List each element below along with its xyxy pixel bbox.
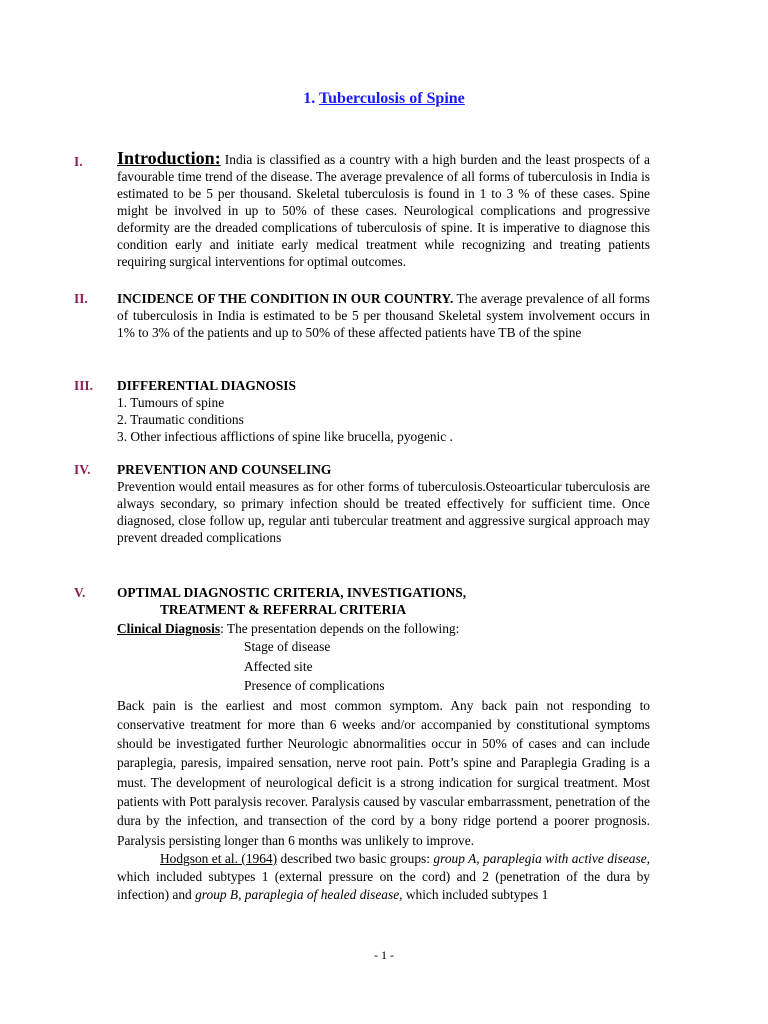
section-3-number: III.: [74, 378, 93, 393]
section-1-number: I.: [74, 154, 83, 169]
section-4-number: IV.: [74, 462, 91, 477]
section-5-number: V.: [74, 585, 86, 600]
section-5-heading-line1: OPTIMAL DIAGNOSTIC CRITERIA, INVESTIGATIONS,: [117, 585, 467, 600]
list-item: 3. Other infectious afflictions of spine like brucella, pyogenic .: [117, 429, 453, 444]
section-3-body: [117, 377, 650, 445]
criteria-item: Stage of disease: [244, 639, 331, 654]
section-4-heading: PREVENTION AND COUNSELING: [117, 462, 332, 477]
clinical-diagnosis-text: : The presentation depends on the following:: [220, 621, 460, 636]
page-number: - 1 -: [374, 948, 394, 962]
hodgson-reference: Hodgson et al. (1964): [160, 850, 278, 866]
section-1-text: India is classified as a country with a high burden and the least prospects of a favourable time trend of the disease. The average prevalence of all forms of tuberculosis in India is estimated to be 5 per thousand. Skeletal tuberculosis is found in 1 to 3 % of these cases. Spine might be involved in up to 50% of these cases. Neurological complications and progressive deformity are the dreaded complications of tuberculosis of spine. It is imperative to diagnose this condition early and initiate early medical treatment while recognizing and treating patients requiring surgical interventions for optimal outcomes.: [117, 152, 650, 269]
hodgson-text-3: which included subtypes 1: [402, 886, 549, 902]
section-4-text: Prevention would entail measures as for other forms of tuberculosis.Osteoarticular tuberculosis are always secondary, so primary infection should be treated effectively for sufficient time. Once diagnosed, close follow up, regular anti tubercular treatment and aggressive surgical approach may prevent dreaded complications: [117, 479, 650, 545]
section-3-heading: DIFFERENTIAL DIAGNOSIS: [117, 378, 296, 393]
list-item: 2. Traumatic conditions: [117, 412, 244, 427]
criteria-item: Affected site: [244, 658, 313, 674]
section-2-number: II.: [74, 291, 88, 306]
page-title: [0, 90, 768, 107]
section-1-heading: Introduction:: [117, 148, 221, 168]
section-4-body: [117, 461, 650, 546]
hodgson-group-b: group B, paraplegia of healed disease,: [195, 886, 403, 902]
section-1-body: [117, 150, 650, 270]
clinical-paragraph: Back pain is the earliest and most common symptom. Any back pain not responding to conservative treatment for more than 6 weeks and/or accompanied by constitutional symptoms should be investigated further Neurologic abnormalities occur in 50% of cases and can include paraplegia, paresis, impaired sensation, nerve root pain. Pott’s spine and Paraplegia Grading is a must. The development of neurological deficit is a strong indication for surgical treatment. Most patients with Pott paralysis recover. Paralysis caused by vascular embarrassment, penetration of the dura by the infection, and transection of the cord by a bony ridge portend a poorer prognosis. Paralysis persisting longer than 6 months was unlikely to improve.: [117, 697, 650, 848]
list-item: 1. Tumours of spine: [117, 395, 225, 410]
section-2-heading: INCIDENCE OF THE CONDITION IN OUR COUNTRY.: [117, 291, 454, 306]
hodgson-text-1: described two basic groups:: [277, 850, 434, 866]
hodgson-paragraph: [117, 850, 650, 904]
title-number: 1.: [303, 90, 316, 107]
section-2-text: The average prevalence of all forms of tuberculosis in India is estimated to be 5 per thousand Skeletal system involvement occurs in 1% to 3% of the patients and up to 50% of these affected patients have TB of the spine: [117, 291, 650, 340]
hodgson-text-2: which included subtypes 1 (external pressure on the cord) and 2 (penetration of the dura by infection) and: [117, 868, 650, 902]
title-text[interactable]: Tuberculosis of Spine: [318, 90, 465, 107]
clinical-diagnosis-line: [117, 620, 650, 637]
hodgson-group-a: group A, paraplegia with active disease,: [433, 850, 650, 866]
section-5-body: [117, 584, 650, 904]
criteria-item: Presence of complications: [244, 678, 385, 693]
section-5-heading-line2: TREATMENT & REFERRAL CRITERIA: [160, 602, 407, 617]
section-2-body: [117, 290, 650, 341]
clinical-diagnosis-label: Clinical Diagnosis: [117, 621, 221, 636]
